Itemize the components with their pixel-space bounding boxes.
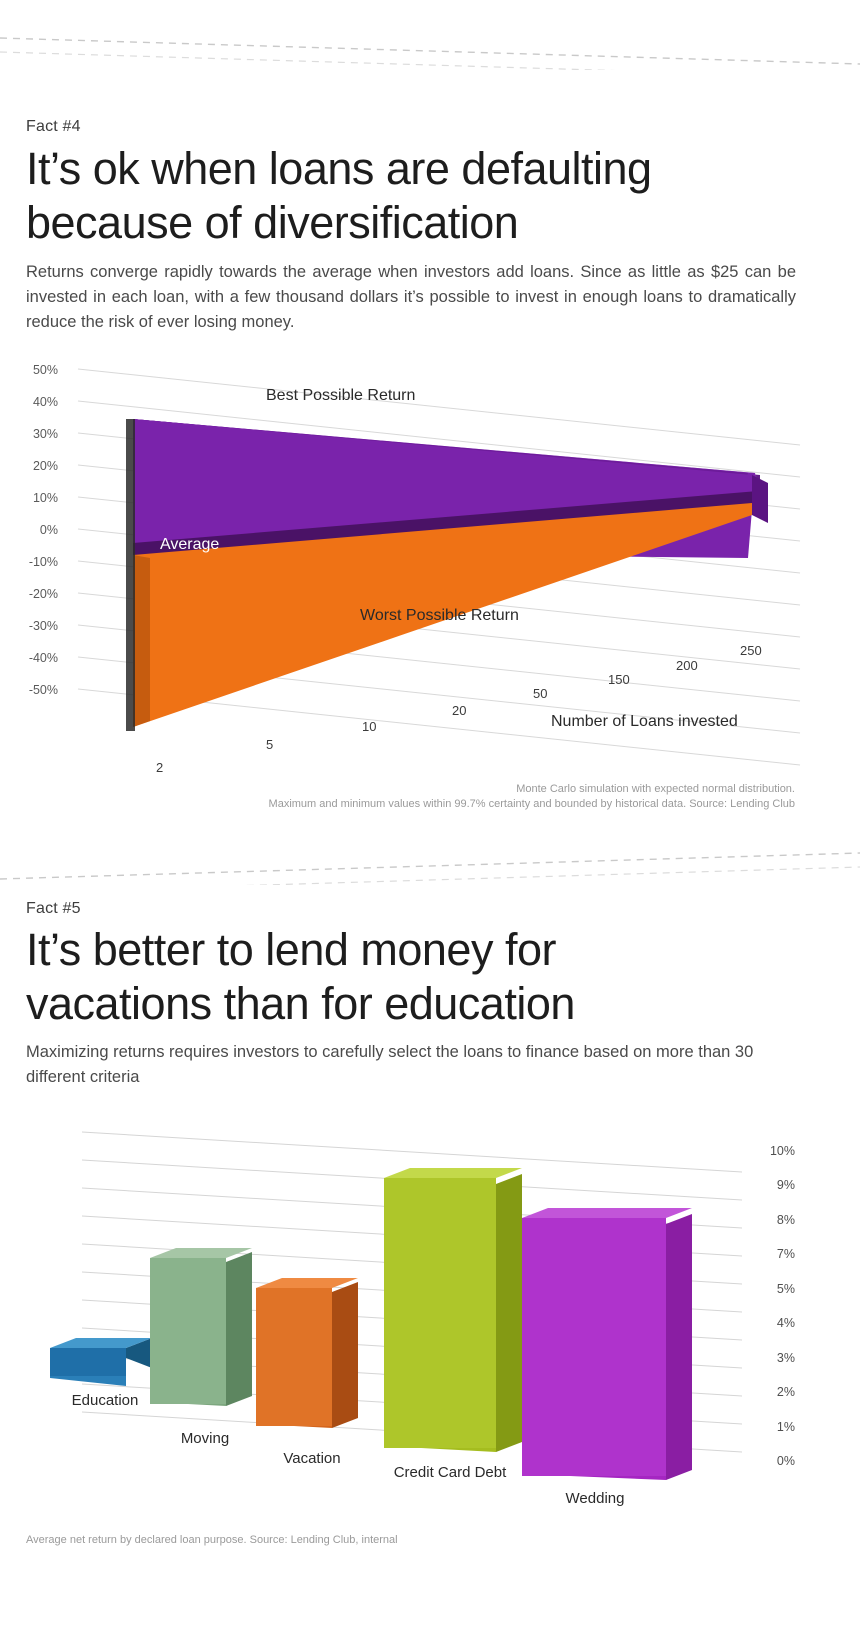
dashed-divider-top [0,30,860,70]
chart1-xtick-20: 20 [452,703,467,718]
chart1-xtick-150: 150 [608,672,630,687]
chart1-xtick-200: 200 [676,658,698,673]
chart2-ytick-10: 10% [769,1144,795,1158]
chart2-ytick-9: 9% [776,1178,795,1192]
fact-label-5: Fact #5 [26,900,81,917]
chart2-ytick-8: 8% [776,1213,795,1227]
chart1-gridlines [0,355,860,815]
dashed-divider-middle [0,845,860,885]
chart1-label-best: Best Possible Return [266,387,416,404]
section-title-5-line1: It’s better to lend money for [26,924,556,975]
chart2-ytick-2: 2% [776,1385,795,1399]
chart1-ytick-10: 10% [32,491,58,505]
chart1-xtick-50: 50 [533,686,548,701]
chart1-source-line1: Monte Carlo simulation with expected normal distribution. [516,783,795,795]
fact-label-4: Fact #4 [26,118,81,135]
chart2-ytick-5: 5% [776,1282,795,1296]
chart2-category-education: Education [71,1392,139,1409]
chart1-ytick-50: 50% [32,363,58,377]
chart2-ytick-0: 0% [776,1454,795,1468]
chart1-source-note [165,782,795,812]
chart2-ytick-4: 4% [776,1316,795,1330]
chart1-ytick-n10: -10% [28,555,58,569]
loan-purpose-bar-chart [0,1110,860,1540]
chart1-source-line2: Maximum and minimum values within 99.7% certainty and bounded by historical data. Source: Lending Club [268,798,795,810]
diversification-area-chart [0,355,860,815]
chart1-ytick-20: 20% [32,459,58,473]
chart2-category-wedding: Wedding [565,1490,625,1507]
section-title-4 [26,142,826,250]
chart1-xtick-5: 5 [266,737,274,752]
section-title-4-line2: because of diversification [26,197,519,248]
section-title-4-line1: It’s ok when loans are defaulting [26,143,652,194]
chart2-source-note: Average net return by declared loan purpose. Source: Lending Club, internal [26,1534,398,1546]
chart2-category-creditcard: Credit Card Debt [393,1464,507,1481]
chart1-ytick-n30: -30% [28,619,58,633]
chart1-xtick-10: 10 [362,719,377,734]
chart1-ytick-n40: -40% [28,651,58,665]
chart1-ytick-n50: -50% [28,683,58,697]
chart1-xtick-250: 250 [740,643,762,658]
chart1-xaxis-title: Number of Loans invested [551,713,738,730]
chart2-ytick-3: 3% [776,1351,795,1365]
chart2-ytick-1: 1% [776,1420,795,1434]
chart2-ytick-7: 7% [776,1247,795,1261]
chart1-ytick-30: 30% [32,427,58,441]
chart1-label-worst: Worst Possible Return [360,607,519,624]
section-title-5 [26,923,826,1031]
section-body-5: Maximizing returns requires investors to carefully select the loans to finance based on more than 30 different criteria [26,1043,754,1086]
chart1-xtick-2: 2 [156,760,164,775]
chart1-ytick-0: 0% [39,523,58,537]
chart1-ytick-40: 40% [32,395,58,409]
chart2-category-moving: Moving [180,1430,230,1447]
chart1-label-average: Average [160,536,220,553]
section-body-4: Returns converge rapidly towards the average when investors add loans. Since as little as $25 can be invested in each loan, with a few thousand dollars it’s possible to invest in enough loans to dramatically reduce the risk of ever losing money. [26,263,796,331]
section-title-5-line2: vacations than for education [26,978,575,1029]
chart1-ytick-n20: -20% [28,587,58,601]
chart2-category-vacation: Vacation [283,1450,341,1467]
